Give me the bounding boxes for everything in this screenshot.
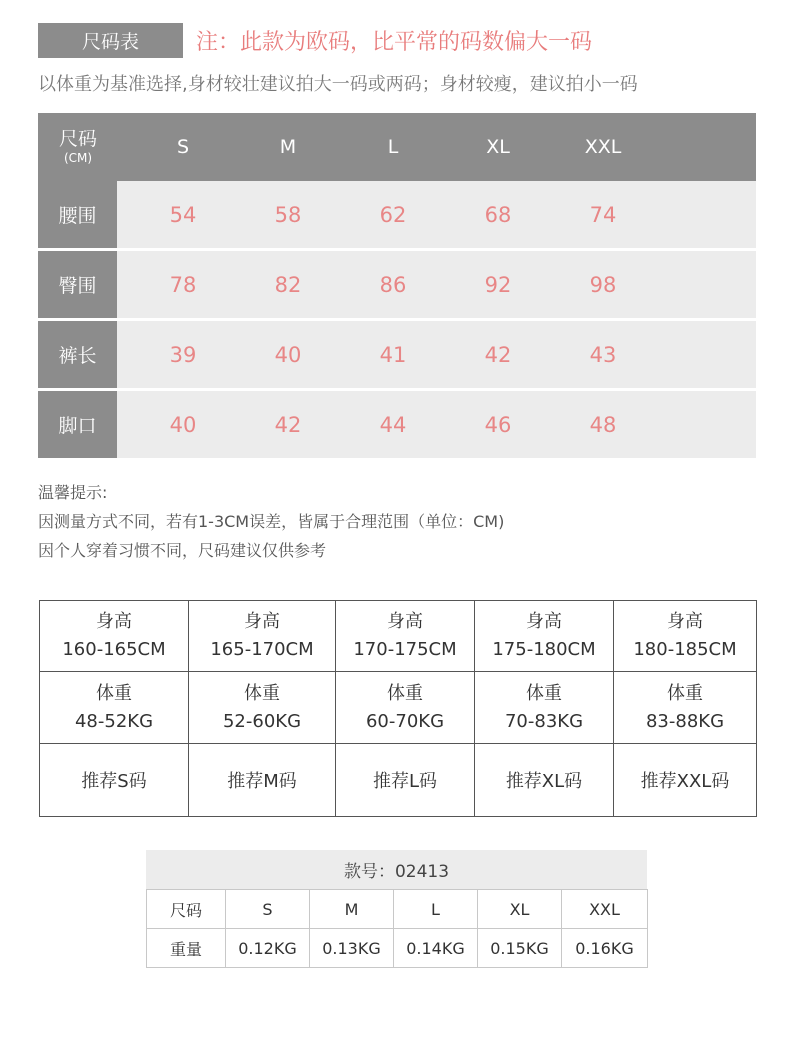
weight-range: 83-88KG [645, 710, 725, 732]
tips-title: 温馨提示: [38, 483, 108, 502]
size-cell: 43 [589, 342, 617, 367]
size-cell: 82 [274, 272, 302, 297]
row-label: 臀围 [38, 251, 117, 318]
weight-cell [614, 672, 757, 744]
size-cell: 42 [274, 412, 302, 437]
weight-value: 0.14KG [394, 929, 478, 968]
height-cell [336, 601, 475, 672]
recommend-cell: 推荐M码 [189, 744, 336, 817]
size-note: 注：此款为欧码，比平常的码数偏大一码 [196, 29, 593, 55]
size-cell: 98 [589, 272, 617, 297]
height-range: 180-185CM [633, 639, 737, 660]
size-cell: 78 [169, 272, 197, 297]
weight-cell [189, 672, 336, 744]
size-cell: 44 [379, 412, 407, 437]
weight-size: XL [478, 890, 562, 929]
size-row-hem [38, 391, 756, 458]
size-cell: 54 [169, 202, 197, 227]
weight-range: 60-70KG [365, 710, 445, 732]
weight-cell [336, 672, 475, 744]
weight-value-row [147, 929, 648, 968]
size-corner-label [38, 113, 118, 181]
size-corner-unit: (CM) [63, 151, 93, 165]
tips-line-1: 因测量方式不同，若有1-3CM误差，皆属于合理范围（单位：CM) [38, 512, 505, 531]
recommend-cell: 推荐S码 [40, 744, 189, 817]
height-range: 160-165CM [62, 639, 166, 660]
size-cell: 48 [589, 412, 617, 437]
height-range: 165-170CM [210, 639, 314, 660]
recommend-cell: 推荐XL码 [475, 744, 614, 817]
size-cell: 86 [379, 272, 407, 297]
weight-size: XXL [562, 890, 648, 929]
height-cell [40, 601, 189, 672]
size-cell: 46 [484, 412, 512, 437]
height-range: 170-175CM [353, 639, 457, 660]
weight-table [146, 889, 648, 968]
size-col-l: L [387, 136, 399, 158]
size-col-xl: XL [486, 136, 510, 158]
weight-size: M [310, 890, 394, 929]
height-cell [614, 601, 757, 672]
weight-size-row [147, 890, 648, 929]
recommend-table [39, 600, 757, 817]
size-table [38, 113, 756, 458]
height-label: 身高 [387, 611, 423, 632]
size-cell: 62 [379, 202, 407, 227]
weight-label: 体重 [667, 682, 703, 704]
size-row-hip [38, 251, 756, 318]
weight-value: 0.13KG [310, 929, 394, 968]
height-row [40, 601, 757, 672]
size-cell: 41 [379, 342, 407, 367]
size-cell: 42 [484, 342, 512, 367]
weight-value: 0.12KG [226, 929, 310, 968]
size-col-s: S [176, 136, 190, 158]
row-label: 脚口 [38, 391, 117, 458]
height-cell [189, 601, 336, 672]
size-advice: 以体重为基准选择,身材较壮建议拍大一码或两码；身材较瘦，建议拍小一码 [38, 74, 638, 95]
size-cell: 40 [169, 412, 197, 437]
weight-row [40, 672, 757, 744]
tips-block [38, 478, 504, 565]
weight-value: 0.15KG [478, 929, 562, 968]
size-cell: 74 [589, 202, 617, 227]
weight-label: 体重 [96, 682, 132, 704]
size-col-xxl: XXL [584, 136, 622, 158]
height-cell [475, 601, 614, 672]
size-row-waist [38, 181, 756, 248]
height-range: 175-180CM [492, 639, 596, 660]
recommend-cell: 推荐L码 [336, 744, 475, 817]
size-table-header [38, 113, 756, 181]
weight-label: 体重 [526, 682, 562, 704]
height-label: 身高 [244, 611, 280, 632]
size-chart-badge: 尺码表 [38, 23, 183, 58]
recommend-row [40, 744, 757, 817]
tips-line-2: 因个人穿着习惯不同，尺码建议仅供参考 [38, 541, 327, 560]
size-cell: 39 [169, 342, 197, 367]
height-label: 身高 [526, 611, 562, 632]
weight-value-label: 重量 [147, 929, 226, 968]
weight-value: 0.16KG [562, 929, 648, 968]
weight-label: 体重 [244, 682, 280, 704]
size-col-m: M [279, 136, 297, 158]
weight-cell [475, 672, 614, 744]
size-cell: 68 [484, 202, 512, 227]
weight-range: 52-60KG [222, 710, 302, 732]
size-cell: 92 [484, 272, 512, 297]
weight-size: L [394, 890, 478, 929]
height-label: 身高 [667, 611, 703, 632]
style-number: 款号：02413 [146, 850, 647, 889]
weight-range: 48-52KG [74, 710, 154, 732]
weight-range: 70-83KG [504, 710, 584, 732]
size-cell: 58 [274, 202, 302, 227]
row-label: 腰围 [38, 181, 117, 248]
size-row-length [38, 321, 756, 388]
size-corner-title: 尺码 [58, 128, 97, 150]
height-label: 身高 [96, 611, 132, 632]
weight-label: 体重 [387, 682, 423, 704]
weight-size: S [226, 890, 310, 929]
size-cell: 40 [274, 342, 302, 367]
recommend-cell: 推荐XXL码 [614, 744, 757, 817]
row-label: 裤长 [38, 321, 117, 388]
weight-size-label: 尺码 [147, 890, 226, 929]
weight-cell [40, 672, 189, 744]
